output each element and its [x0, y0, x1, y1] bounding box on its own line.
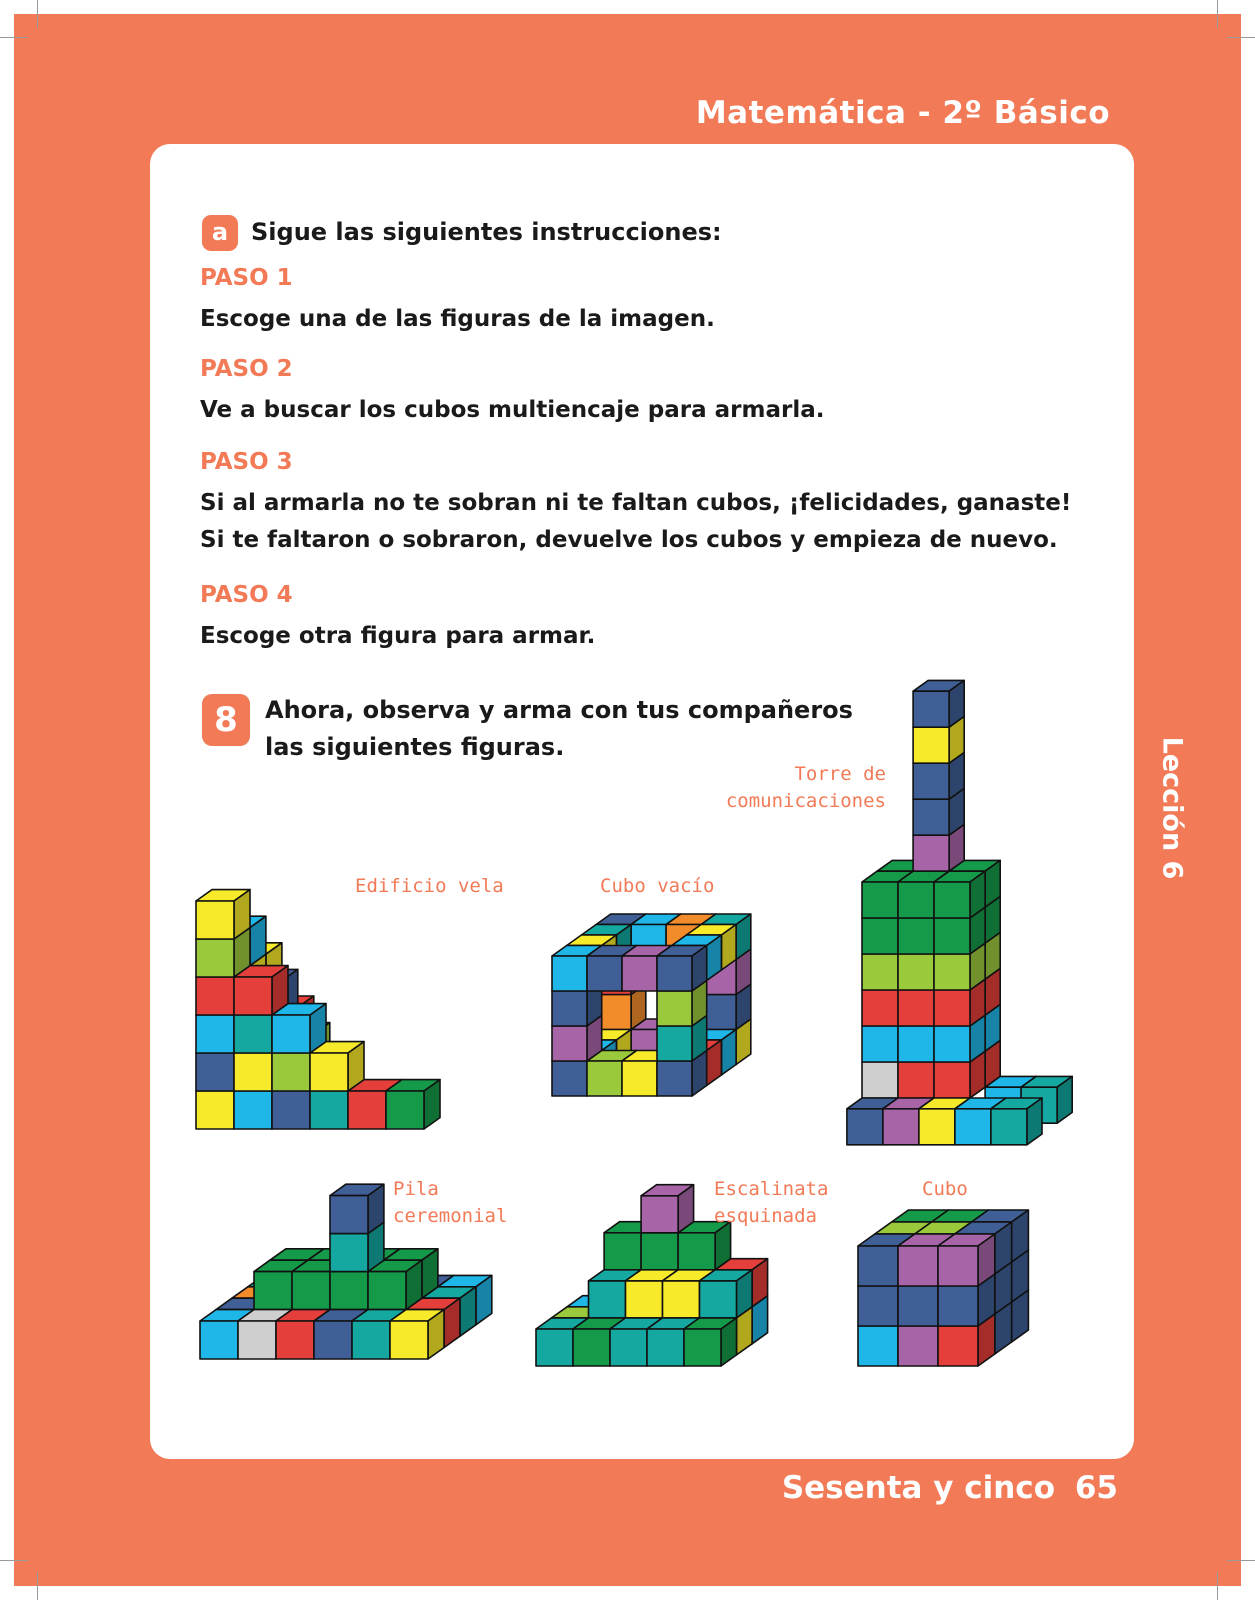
lesson-side-tab-label: Lección 6 [1156, 736, 1188, 880]
label-edificio-vela: Edificio vela [355, 875, 504, 897]
figure-cubo-vacio [552, 914, 751, 1096]
label-escalinata-line-1: Escalinata [714, 1178, 829, 1200]
footer-page-words: Sesenta y cinco [781, 1470, 1055, 1506]
step-3-text-line-2: Si te faltaron o sobraron, devuelve los cubos y empieza de nuevo. [200, 527, 1058, 553]
cube-figures-illustration [150, 144, 1134, 1459]
crop-mark [0, 1560, 28, 1561]
step-4-text: Escoge otra figura para armar. [200, 623, 596, 649]
label-torre-comunicaciones [710, 761, 886, 815]
crop-mark [0, 37, 28, 38]
step-3-text-line-1: Si al armarla no te sobran ni te faltan cubos, ¡felicidades, ganaste! [200, 490, 1072, 516]
label-pila-line-2: ceremonial [393, 1205, 508, 1227]
step-3-label: PASO 3 [200, 449, 293, 475]
activity-8-badge: 8 [202, 694, 250, 746]
label-escalinata-line-2: esquinada [714, 1205, 817, 1227]
activity-8-line-2: las siguientes figuras. [265, 733, 565, 761]
activity-a-badge: a [202, 215, 238, 251]
label-cubo-vacio: Cubo vacío [600, 875, 715, 897]
crop-mark [37, 1572, 38, 1600]
figure-torre-comunicaciones [847, 680, 1072, 1144]
crop-mark [37, 0, 38, 28]
figure-edificio-vela [196, 890, 440, 1129]
figure-cubo [858, 1210, 1028, 1366]
label-escalinata-esquinada [714, 1176, 828, 1230]
crop-mark [1227, 1560, 1255, 1561]
step-2-label: PASO 2 [200, 356, 293, 382]
step-1-label: PASO 1 [200, 265, 293, 291]
activity-a-title: Sigue las siguientes instrucciones: [251, 218, 722, 246]
label-pila-ceremonial [393, 1176, 507, 1230]
lesson-side-tab [1152, 728, 1192, 888]
content-card [150, 144, 1134, 1459]
footer-page-number: 65 [1074, 1470, 1118, 1506]
step-4-label: PASO 4 [200, 582, 293, 608]
activity-8-line-1: Ahora, observa y arma con tus compañeros [265, 696, 853, 724]
step-2-text: Ve a buscar los cubos multiencaje para armarla. [200, 397, 825, 423]
crop-mark [1217, 0, 1218, 28]
label-cubo: Cubo [922, 1178, 968, 1200]
page-header-title: Matemática - 2º Básico [695, 95, 1110, 131]
label-torre-line-2: comunicaciones [725, 790, 886, 812]
crop-mark [1217, 1572, 1218, 1600]
label-torre-line-1: Torre de [794, 763, 886, 785]
label-pila-line-1: Pila [393, 1178, 439, 1200]
crop-mark [1227, 37, 1255, 38]
step-1-text: Escoge una de las figuras de la imagen. [200, 306, 715, 332]
